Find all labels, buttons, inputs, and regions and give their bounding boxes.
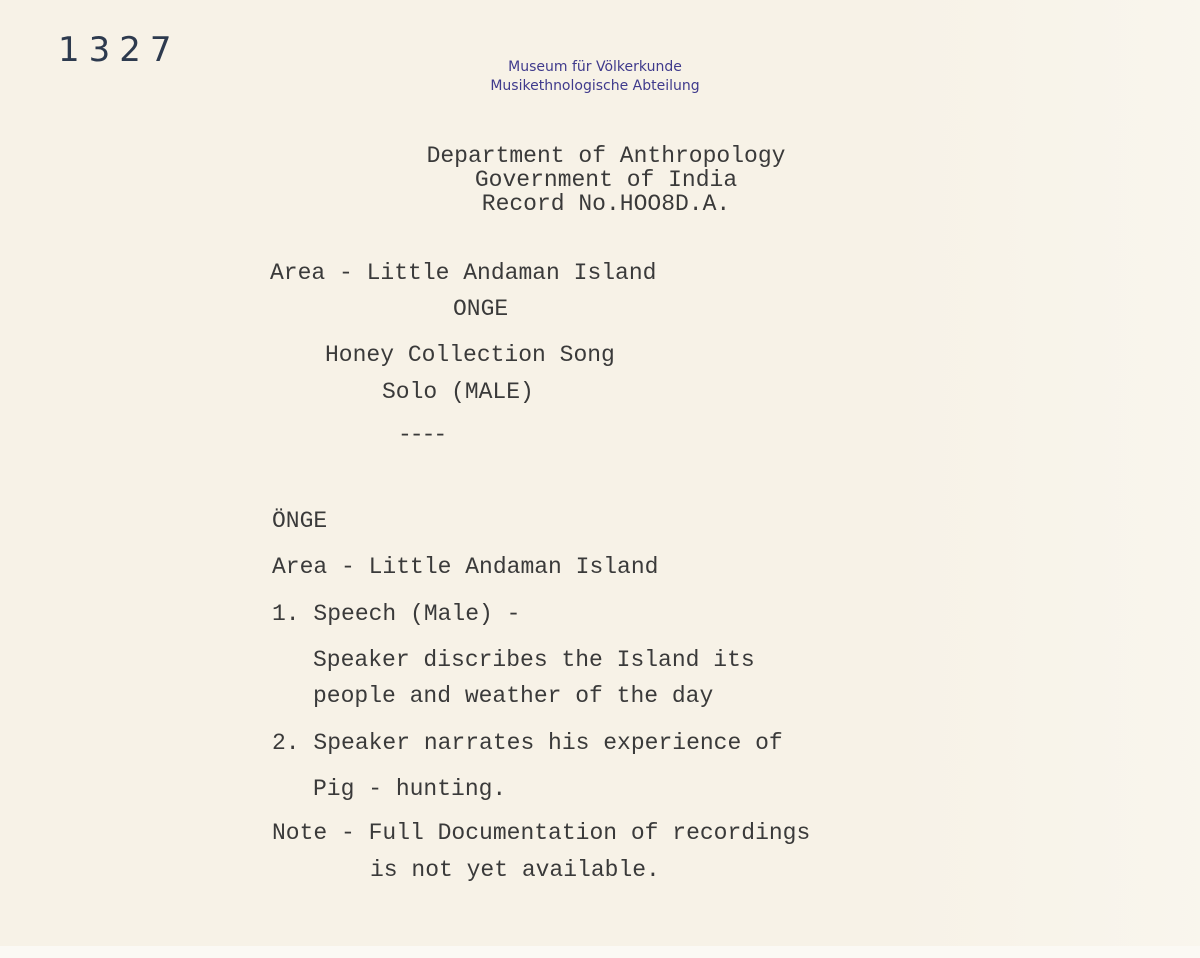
title-area: Area - Little Andaman Island [270,260,657,286]
title-underline: ---- [398,422,446,448]
museum-stamp [440,58,750,96]
document-number: 1327 [58,30,181,70]
item-2-continuation: Pig - hunting. [313,776,507,802]
stamp-line-2: Musikethnologische Abteilung [490,78,700,94]
item-1-description-line-1: Speaker discribes the Island its [313,647,755,673]
paper-edge-shading [900,0,1200,958]
title-tribe: ONGE [453,296,509,322]
section-area: Area - Little Andaman Island [272,554,659,580]
header-department: Department of Anthropology [426,143,786,169]
item-1-description-line-2: people and weather of the day [313,683,714,709]
paper-bottom-edge [0,946,1200,958]
header-government: Government of India [474,167,738,193]
note-line-2: is not yet available. [370,857,660,883]
item-2-heading: 2. Speaker narrates his experience of [272,730,783,756]
title-performer: Solo (MALE) [382,379,534,405]
item-1-heading: 1. Speech (Male) - [272,601,521,627]
title-song: Honey Collection Song [325,342,615,368]
stamp-line-1: Museum für Völkerkunde [508,59,682,75]
header-record-number: Record No.HOO8D.A. [481,191,731,217]
section-tribe: ÖNGE [272,508,328,534]
note-line-1: Note - Full Documentation of recordings [272,820,811,846]
